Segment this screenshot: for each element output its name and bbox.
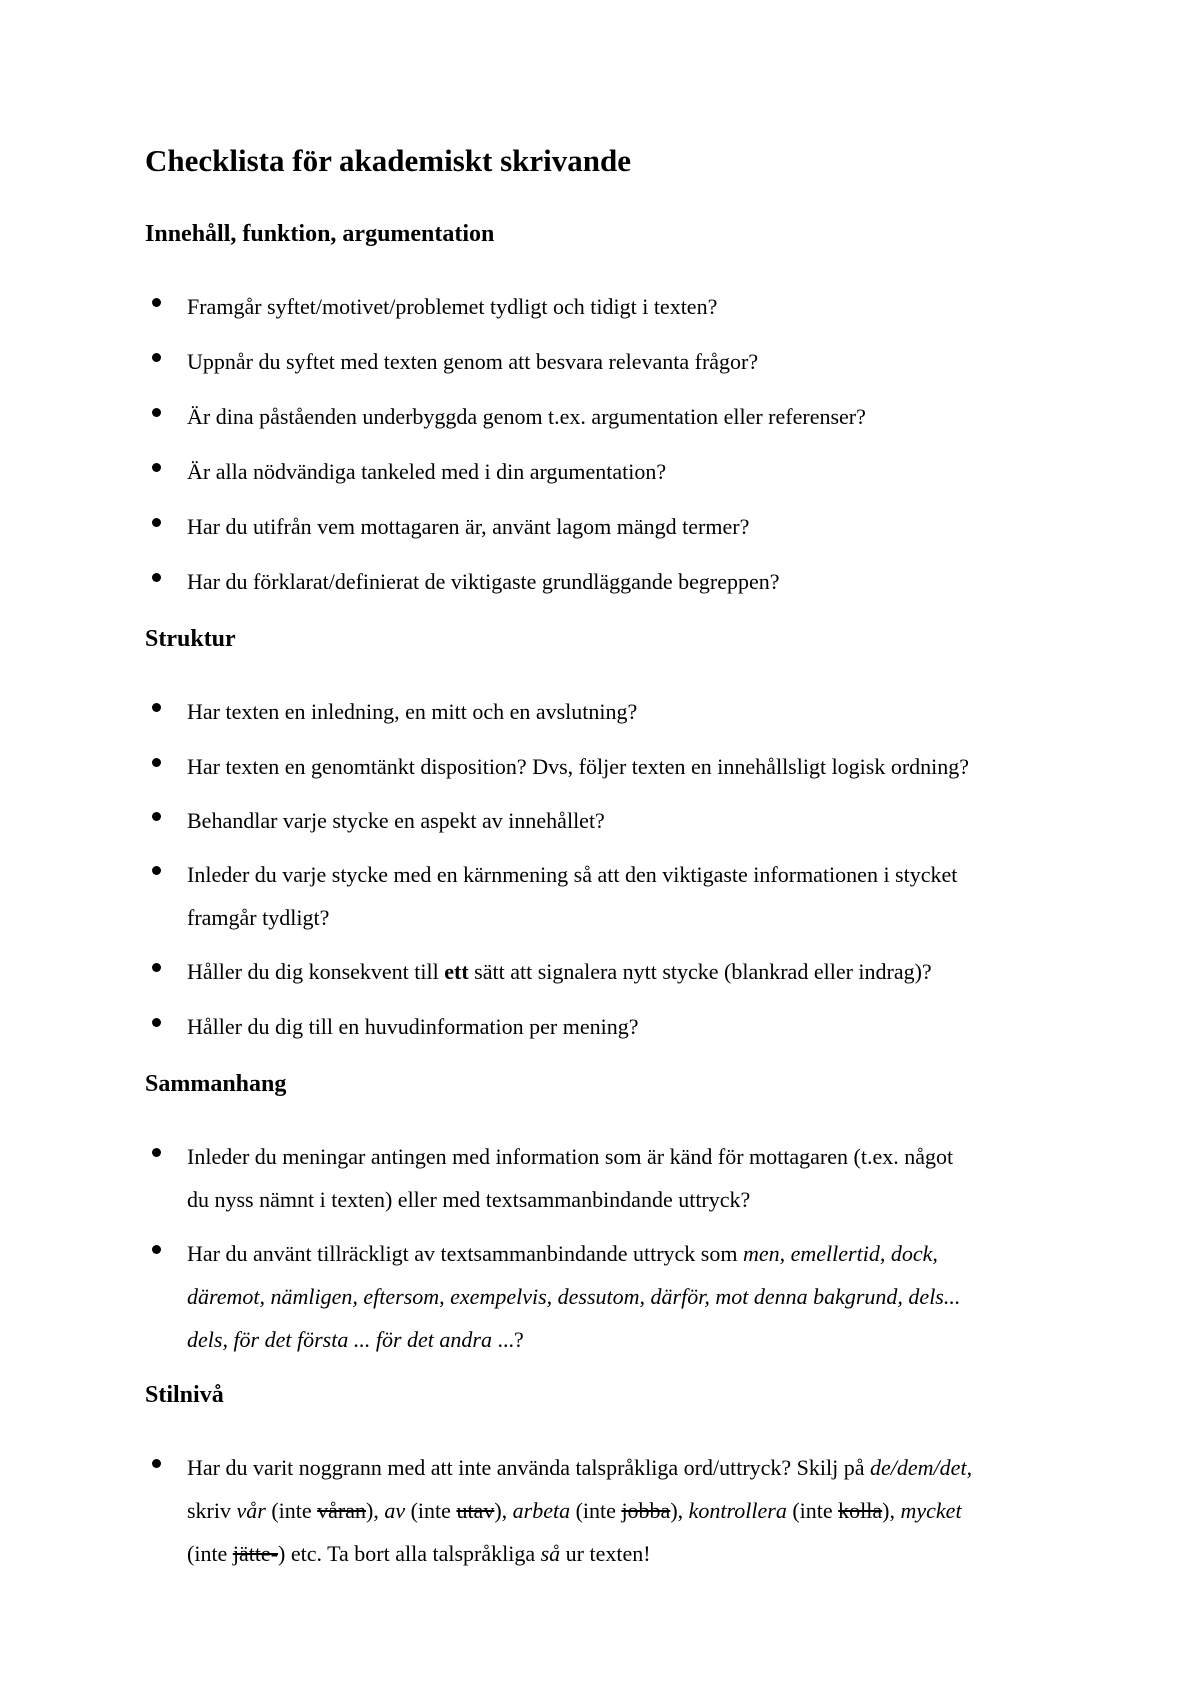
bullet-icon: [152, 1148, 161, 1157]
bullet-icon: [152, 298, 161, 307]
bullet-icon: [152, 1018, 161, 1027]
bullet-icon: [152, 1459, 161, 1468]
bullet-icon: [152, 463, 161, 472]
bullet-icon: [152, 353, 161, 362]
bullet-icon: [152, 812, 161, 821]
bullet-icon: [152, 703, 161, 712]
bullet-icon: [152, 408, 161, 417]
section-heading-stilniva: Stilnivå: [145, 1382, 224, 1408]
bullet-icon: [152, 866, 161, 875]
bullet-icon: [152, 518, 161, 527]
section-heading-innehall: Innehåll, funktion, argumentation: [145, 221, 495, 247]
bullet-icon: [152, 963, 161, 972]
section-heading-sammanhang: Sammanhang: [145, 1071, 287, 1097]
bullet-icon: [152, 573, 161, 582]
section-heading-struktur: Struktur: [145, 626, 236, 652]
document-title: Checklista för akademiskt skrivande: [145, 143, 631, 178]
bullet-icon: [152, 1245, 161, 1254]
bullet-icon: [152, 758, 161, 767]
emphasis-ett: ett: [444, 959, 469, 984]
